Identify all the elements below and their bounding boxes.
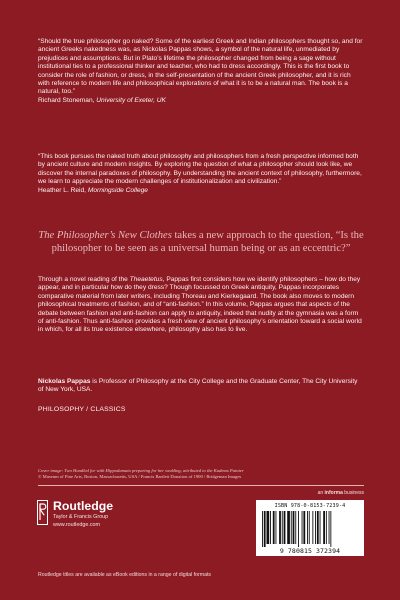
publisher-url: www.routledge.com — [53, 522, 101, 528]
quote-author: Richard Stoneman, — [38, 96, 95, 104]
credit-label: Cover image: — [38, 468, 64, 473]
publisher-group: Taylor & Francis Group — [53, 514, 109, 520]
credit-copyright: © Museum of Fine Arts, Boston, Massachusetts, USA / Francis Bartlett Donation of 1900 / Bridgeman Images — [38, 473, 242, 479]
description-work-title: Theaetetus — [129, 276, 163, 283]
barcode-bars — [260, 511, 360, 547]
quote-text: “Should the true philosopher go naked? Some of the earliest Greek and Indian philosophers thought so, and for ancient Greeks nakedness was, as Nickolas Pappas shows, a symbol of the natural life, unmediated by prejudices and assumptions. But in Plato’s lifetime the philosopher changed from being a sage without institutional ties to a professional thinker and teacher, who had to dress accordingly. This is the first book to consider the role of fashion, or dress, in the self-presentation of the ancient Greek philosopher, and it is rich with reference to modern life and philosophical explorations of what it is to be a natural man. The book is a natural, too.” — [38, 38, 363, 96]
informa-prefix: an — [317, 490, 325, 496]
author-name: Nickolas Pappas — [38, 378, 91, 385]
divider — [38, 485, 364, 486]
tagline — [38, 229, 364, 256]
barcode-digits: 9 780815 372394 — [279, 547, 341, 555]
isbn-barcode — [256, 500, 364, 556]
description-lead: Through a novel reading of the — [38, 276, 130, 283]
review-quote-reid — [38, 153, 364, 195]
subject-category: PHILOSOPHY / CLASSICS — [38, 406, 126, 413]
informa-business-label — [318, 490, 364, 496]
informa-suffix: business — [342, 490, 364, 496]
book-description — [38, 276, 364, 335]
quote-text: “This book pursues the naked truth about philosophy and philosophers from a fresh perspective informed both by ancient culture and modern insights. By exploring the question of what a philosopher should look like, we discover the internal paradoxes of philosophy. By understanding the ancient context of philosophy, furthermore, we learn to appreciate the modern challenges of institutionalization and civilization.” — [38, 153, 362, 186]
description-text: , Pappas first considers how we identify philosophers – how do they appear, and in particular how do they dress? Though focussed on Greek antiquity, Pappas incorporates comparative material from later writers, including Thoreau and Kierkegaard. The book also moves to modern philosophical treatments of fashion, and of “anti-fashion.” In this volume, Pappas argues that aspects of the debate between fashion and anti-fashion can apply to antiquity, indeed that nudity at the gymnasia was a form of anti-fashion. Thus anti-fashion provides a fresh view of ancient philosophy’s orientation toward a social world in which, for all its true existence elsewhere, philosophy also has to live. — [38, 276, 362, 334]
credit-caption: Two Hundled for with Hippodamaia preparing for her wedding, attributed to the Kadmos Painter — [63, 468, 244, 473]
review-quote-stoneman — [38, 38, 364, 105]
tagline-text: takes a new approach to the question, “Is the philosopher to be seen as a universal human being or as an eccentric?” — [51, 230, 364, 255]
author-bio — [38, 378, 364, 395]
quote-affiliation: Morningside College — [87, 186, 148, 194]
quote-attribution — [38, 97, 364, 105]
isbn-label: ISBN 978-0-8153-7239-4 — [274, 503, 346, 509]
publisher-name: Routledge — [53, 499, 114, 513]
routledge-logo-icon — [37, 500, 48, 525]
book-title: The Philosopher’s New Clothes — [38, 230, 172, 241]
ebook-footer-note: Routledge titles are available as eBook editions in a range of digital formats — [38, 572, 212, 578]
cover-image-credit — [38, 468, 364, 480]
informa-brand: informa — [324, 490, 343, 496]
quote-attribution — [38, 187, 364, 195]
quote-author: Heather L. Reid, — [38, 186, 87, 194]
author-bio-text: is Professor of Philosophy at the City College and the Graduate Center, The City University of New York, USA. — [38, 378, 358, 394]
quote-affiliation: University of Exeter, UK — [96, 96, 166, 104]
